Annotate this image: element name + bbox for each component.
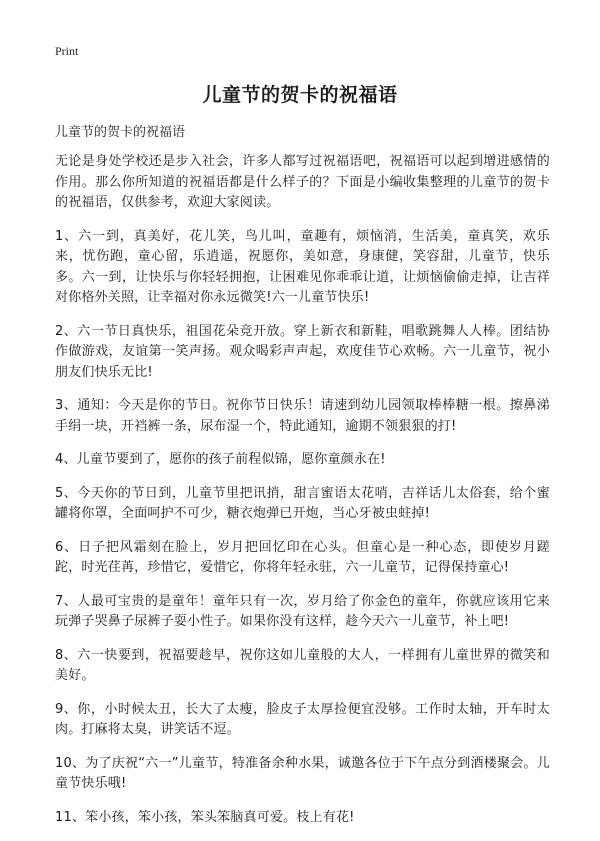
wish-paragraph-4: 4、儿童节要到了，愿你的孩子前程似锦，愿你童颜永在! [55,452,386,467]
wish-paragraph-10: 10、为了庆祝“六一”儿童节，特准备余种水果，诚邀各位于下午点分到酒楼聚会。儿童节快乐哦! [55,755,550,791]
wish-paragraph-9: 9、你，小时候太丑，长大了太瘦，脸皮子太厚捡便宜没够。工作时太轴，开车时太肉。打麻将太臭，讲笑话不逗。 [55,701,550,737]
wish-paragraph-8: 8、六一快要到，祝福要趁早，祝你这如儿童般的大人，一样拥有儿童世界的微笑和美好。 [55,647,550,683]
wish-paragraph-11: 11、笨小孩，笨小孩，笨头笨脑真可爱。枝上有花! [55,809,355,825]
print-link[interactable]: Print [55,44,79,58]
intro-paragraph: 无论是身处学校还是步入社会，许多人都写过祝福语吧，祝福语可以起到增进感情的作用。那么你所知道的祝福语都是什么样子的？下面是小编收集整理的儿童节的贺卡的祝福语，仅供参考，欢迎大家阅读。 [55,154,550,210]
wish-paragraph-7: 7、人最可宝贵的是童年！童年只有一次，岁月给了你金色的童年，你就应该用它来玩弹子哭鼻子尿裤子耍小性子。如果你没有这样，趁今天六一儿童节，补上吧! [55,593,550,629]
article-body [55,152,550,841]
wish-paragraph-2: 2、六一节日真快乐，祖国花朵竞开放。穿上新衣和新鞋，唱歌跳舞人人棒。团结协作做游戏，友谊第一笑声扬。观众喝彩声声起，欢度佳节心欢畅。六一儿童节，祝小朋友们快乐无比! [55,323,550,380]
wish-paragraph-1: 1、六一到，真美好，花儿笑，鸟儿叫，童趣有，烦恼消，生活美，童真笑，欢乐来，忧伤跑，童心留，乐逍遥，祝愿你，美如意，身康健，笑容甜，儿童节，快乐多。六一到，让快乐与你轻轻拥抱，让困难见你乖乖让道，让烦恼偷偷走掉，让吉祥对你格外关照，让幸福对你永远微笑!六一儿童节快乐! [55,228,550,305]
wish-paragraph-6: 6、日子把风霜刻在脸上，岁月把回忆印在心头。但童心是一种心态，即使岁月蹉跎，时光荏苒，珍惜它，爱惜它，你将年轻永驻，六一儿童节，记得保持童心! [55,539,550,575]
page-subtitle: 儿童节的贺卡的祝福语 [55,125,186,140]
wish-paragraph-5: 5、今天你的节日到，儿童节里把讯捎，甜言蜜语太花哨，吉祥话儿太俗套，给个蜜罐将你罩，全面呵护不可少，糖衣炮弹已开炮，当心牙被虫蛀掉! [55,485,550,521]
page-title: 儿童节的贺卡的祝福语 [202,84,398,106]
wish-paragraph-3: 3、通知：今天是你的节日。祝你节日快乐！请速到幼儿园领取棒棒糖一根。擦鼻涕手绢一块，开裆裤一条，尿布湿一个，特此通知，逾期不领狠狠的打! [55,398,550,434]
